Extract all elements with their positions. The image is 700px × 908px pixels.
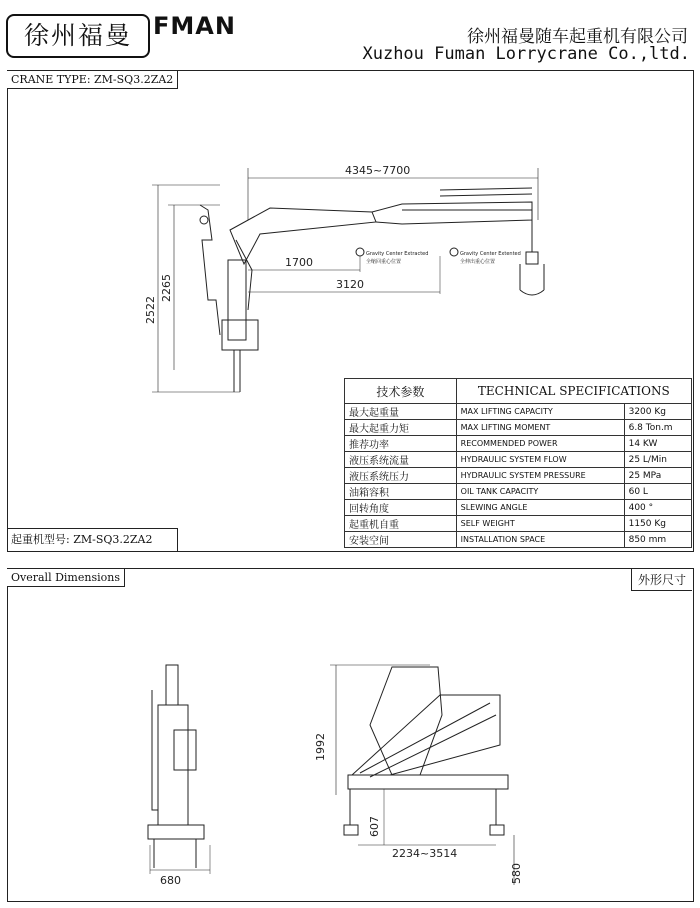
gravity-extended-cn: 全伸出重心位置 — [460, 259, 496, 265]
gravity-retracted-en: Gravity Center Extracted — [366, 251, 429, 257]
spec-en: MAX LIFTING MOMENT — [456, 420, 624, 436]
spec-cn: 回转角度 — [345, 500, 457, 516]
dim-height: 1992 — [314, 733, 327, 761]
spec-val: 14 KW — [624, 436, 691, 452]
spec-row — [345, 468, 692, 484]
specs-table — [344, 378, 692, 548]
crane-type-label: CRANE TYPE: ZM-SQ3.2ZA2 — [7, 71, 178, 89]
spec-en: HYDRAULIC SYSTEM FLOW — [456, 452, 624, 468]
company-name-cn: 徐州福曼随车起重机有限公司 — [467, 27, 688, 47]
spec-row — [345, 532, 692, 548]
gravity-retracted-cn: 全缩回重心位置 — [366, 259, 402, 265]
spec-val: 3200 Kg — [624, 404, 691, 420]
gravity-extended-en: Gravity Center Extented — [460, 251, 521, 257]
spec-row — [345, 484, 692, 500]
spec-row — [345, 516, 692, 532]
spec-cn: 最大起重量 — [345, 404, 457, 420]
spec-en: SLEWING ANGLE — [456, 500, 624, 516]
company-name-en: Xuzhou Fuman Lorrycrane Co.,ltd. — [362, 44, 690, 64]
dim-gc-extended: 3120 — [336, 278, 364, 291]
dim-foot-height: 580 — [510, 863, 523, 884]
specs-header-row — [345, 379, 692, 404]
spec-en: OIL TANK CAPACITY — [456, 484, 624, 500]
spec-row — [345, 500, 692, 516]
spec-row — [345, 420, 692, 436]
spec-cn: 安装空间 — [345, 532, 457, 548]
dim-height-total: 2522 — [144, 296, 157, 324]
dim-reach: 4345~7700 — [345, 164, 411, 177]
spec-val: 25 MPa — [624, 468, 691, 484]
model-label-divider — [7, 528, 178, 551]
logo-en: FMAN — [153, 12, 236, 40]
spec-cn: 液压系统流量 — [345, 452, 457, 468]
spec-val: 6.8 Ton.m — [624, 420, 691, 436]
spec-val: 1150 Kg — [624, 516, 691, 532]
overall-dimensions-label-cn: 外形尺寸 — [631, 569, 692, 591]
spec-row — [345, 436, 692, 452]
crane-folded-drawing — [300, 655, 540, 895]
logo-cn: 徐州福曼 — [6, 14, 150, 58]
dim-outrigger-span: 2234~3514 — [392, 847, 458, 860]
spec-val: 60 L — [624, 484, 691, 500]
spec-cn: 最大起重力矩 — [345, 420, 457, 436]
overall-dimensions-label: Overall Dimensions — [7, 569, 125, 587]
spec-en: MAX LIFTING CAPACITY — [456, 404, 624, 420]
spec-en: HYDRAULIC SYSTEM PRESSURE — [456, 468, 624, 484]
spec-en: INSTALLATION SPACE — [456, 532, 624, 548]
dim-height-inner: 2265 — [160, 274, 173, 302]
spec-en: RECOMMENDED POWER — [456, 436, 624, 452]
model-cn-label: 起重机型号: ZM-SQ3.2ZA2 — [11, 533, 153, 546]
dim-base-height: 607 — [368, 816, 381, 837]
spec-row — [345, 404, 692, 420]
specs-title-en: TECHNICAL SPECIFICATIONS — [456, 379, 691, 404]
spec-cn: 推荐功率 — [345, 436, 457, 452]
crane-front-drawing — [130, 660, 230, 890]
spec-val: 25 L/Min — [624, 452, 691, 468]
spec-cn: 起重机自重 — [345, 516, 457, 532]
dim-gc-retracted: 1700 — [285, 256, 313, 269]
crane-side-drawing — [140, 160, 580, 400]
specs-title-cn: 技术参数 — [345, 379, 457, 404]
spec-val: 850 mm — [624, 532, 691, 548]
spec-val: 400 ° — [624, 500, 691, 516]
dim-width-side: 680 — [160, 874, 181, 887]
spec-cn: 油箱容积 — [345, 484, 457, 500]
spec-cn: 液压系统压力 — [345, 468, 457, 484]
spec-row — [345, 452, 692, 468]
spec-en: SELF WEIGHT — [456, 516, 624, 532]
